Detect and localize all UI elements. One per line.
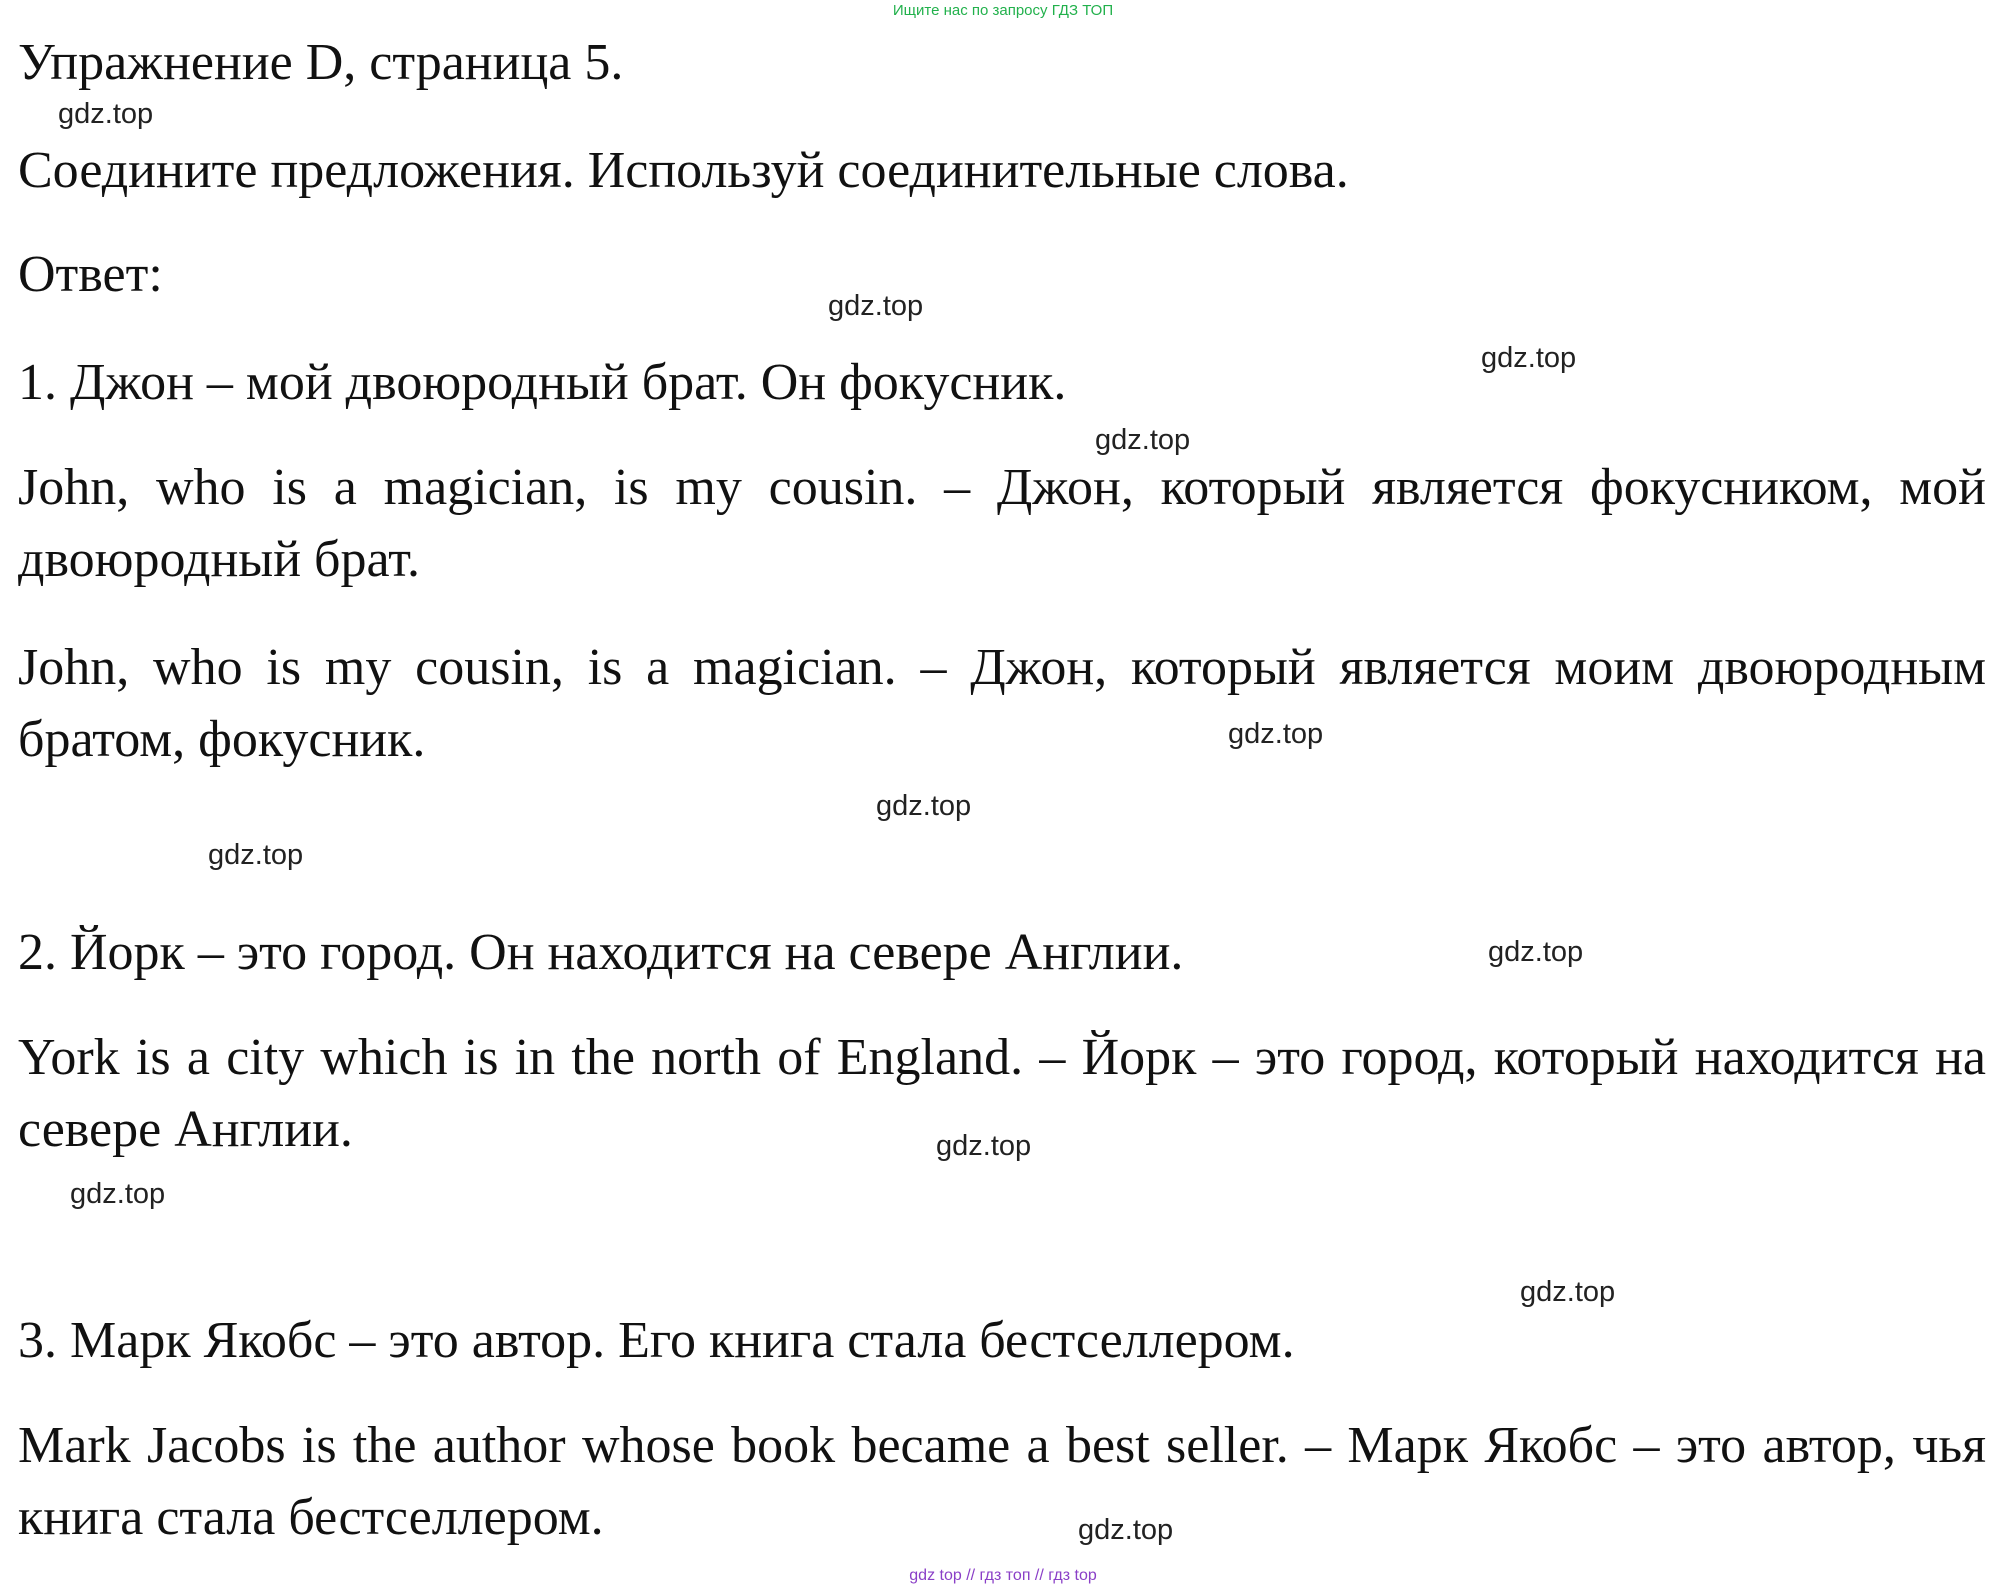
item-3-answer-1: Mark Jacobs is the author whose book became a best seller. – Марк Якобс – это автор, чья книга стала бестселлером. xyxy=(18,1417,1986,1546)
item-1-prompt: 1. Джон – мой двоюродный брат. Он фокусник. xyxy=(18,354,1067,411)
answer-label: Ответ: xyxy=(18,246,163,303)
item-1-answer-1: John, who is a magician, is my cousin. – Джон, который является фокусником, мой двоюродный брат. xyxy=(18,459,1986,588)
item-3-prompt: 3. Марк Якобс – это автор. Его книга стала бестселлером. xyxy=(18,1312,1295,1369)
item-2-answer-1: York is a city which is in the north of England. – Йорк – это город, который находится на севере Англии. xyxy=(18,1029,1986,1158)
watermark: gdz.top xyxy=(208,839,304,871)
watermark: gdz.top xyxy=(936,1130,1032,1162)
watermark: gdz.top xyxy=(1078,1514,1174,1546)
watermark: gdz.top xyxy=(828,290,924,322)
watermark: gdz.top xyxy=(1228,718,1324,750)
watermark: gdz.top xyxy=(1481,342,1577,374)
item-2-prompt: 2. Йорк – это город. Он находится на севере Англии. xyxy=(18,924,1184,981)
watermark: gdz.top xyxy=(1095,424,1191,456)
exercise-title: Упражнение D, страница 5. xyxy=(18,34,624,91)
bottom-banner: gdz top // гдз топ // гдз top xyxy=(909,1567,1097,1584)
watermark: gdz.top xyxy=(70,1178,166,1210)
watermark: gdz.top xyxy=(58,98,154,130)
watermark: gdz.top xyxy=(1488,936,1584,968)
watermark: gdz.top xyxy=(876,790,972,822)
exercise-instruction: Соедините предложения. Используй соединительные слова. xyxy=(18,142,1349,199)
item-1-answer-2: John, who is my cousin, is a magician. – Джон, который является моим двоюродным братом, фокусник. xyxy=(18,639,1986,768)
watermark: gdz.top xyxy=(1520,1276,1616,1308)
top-banner: Ищите нас по запросу ГДЗ ТОП xyxy=(892,2,1114,19)
